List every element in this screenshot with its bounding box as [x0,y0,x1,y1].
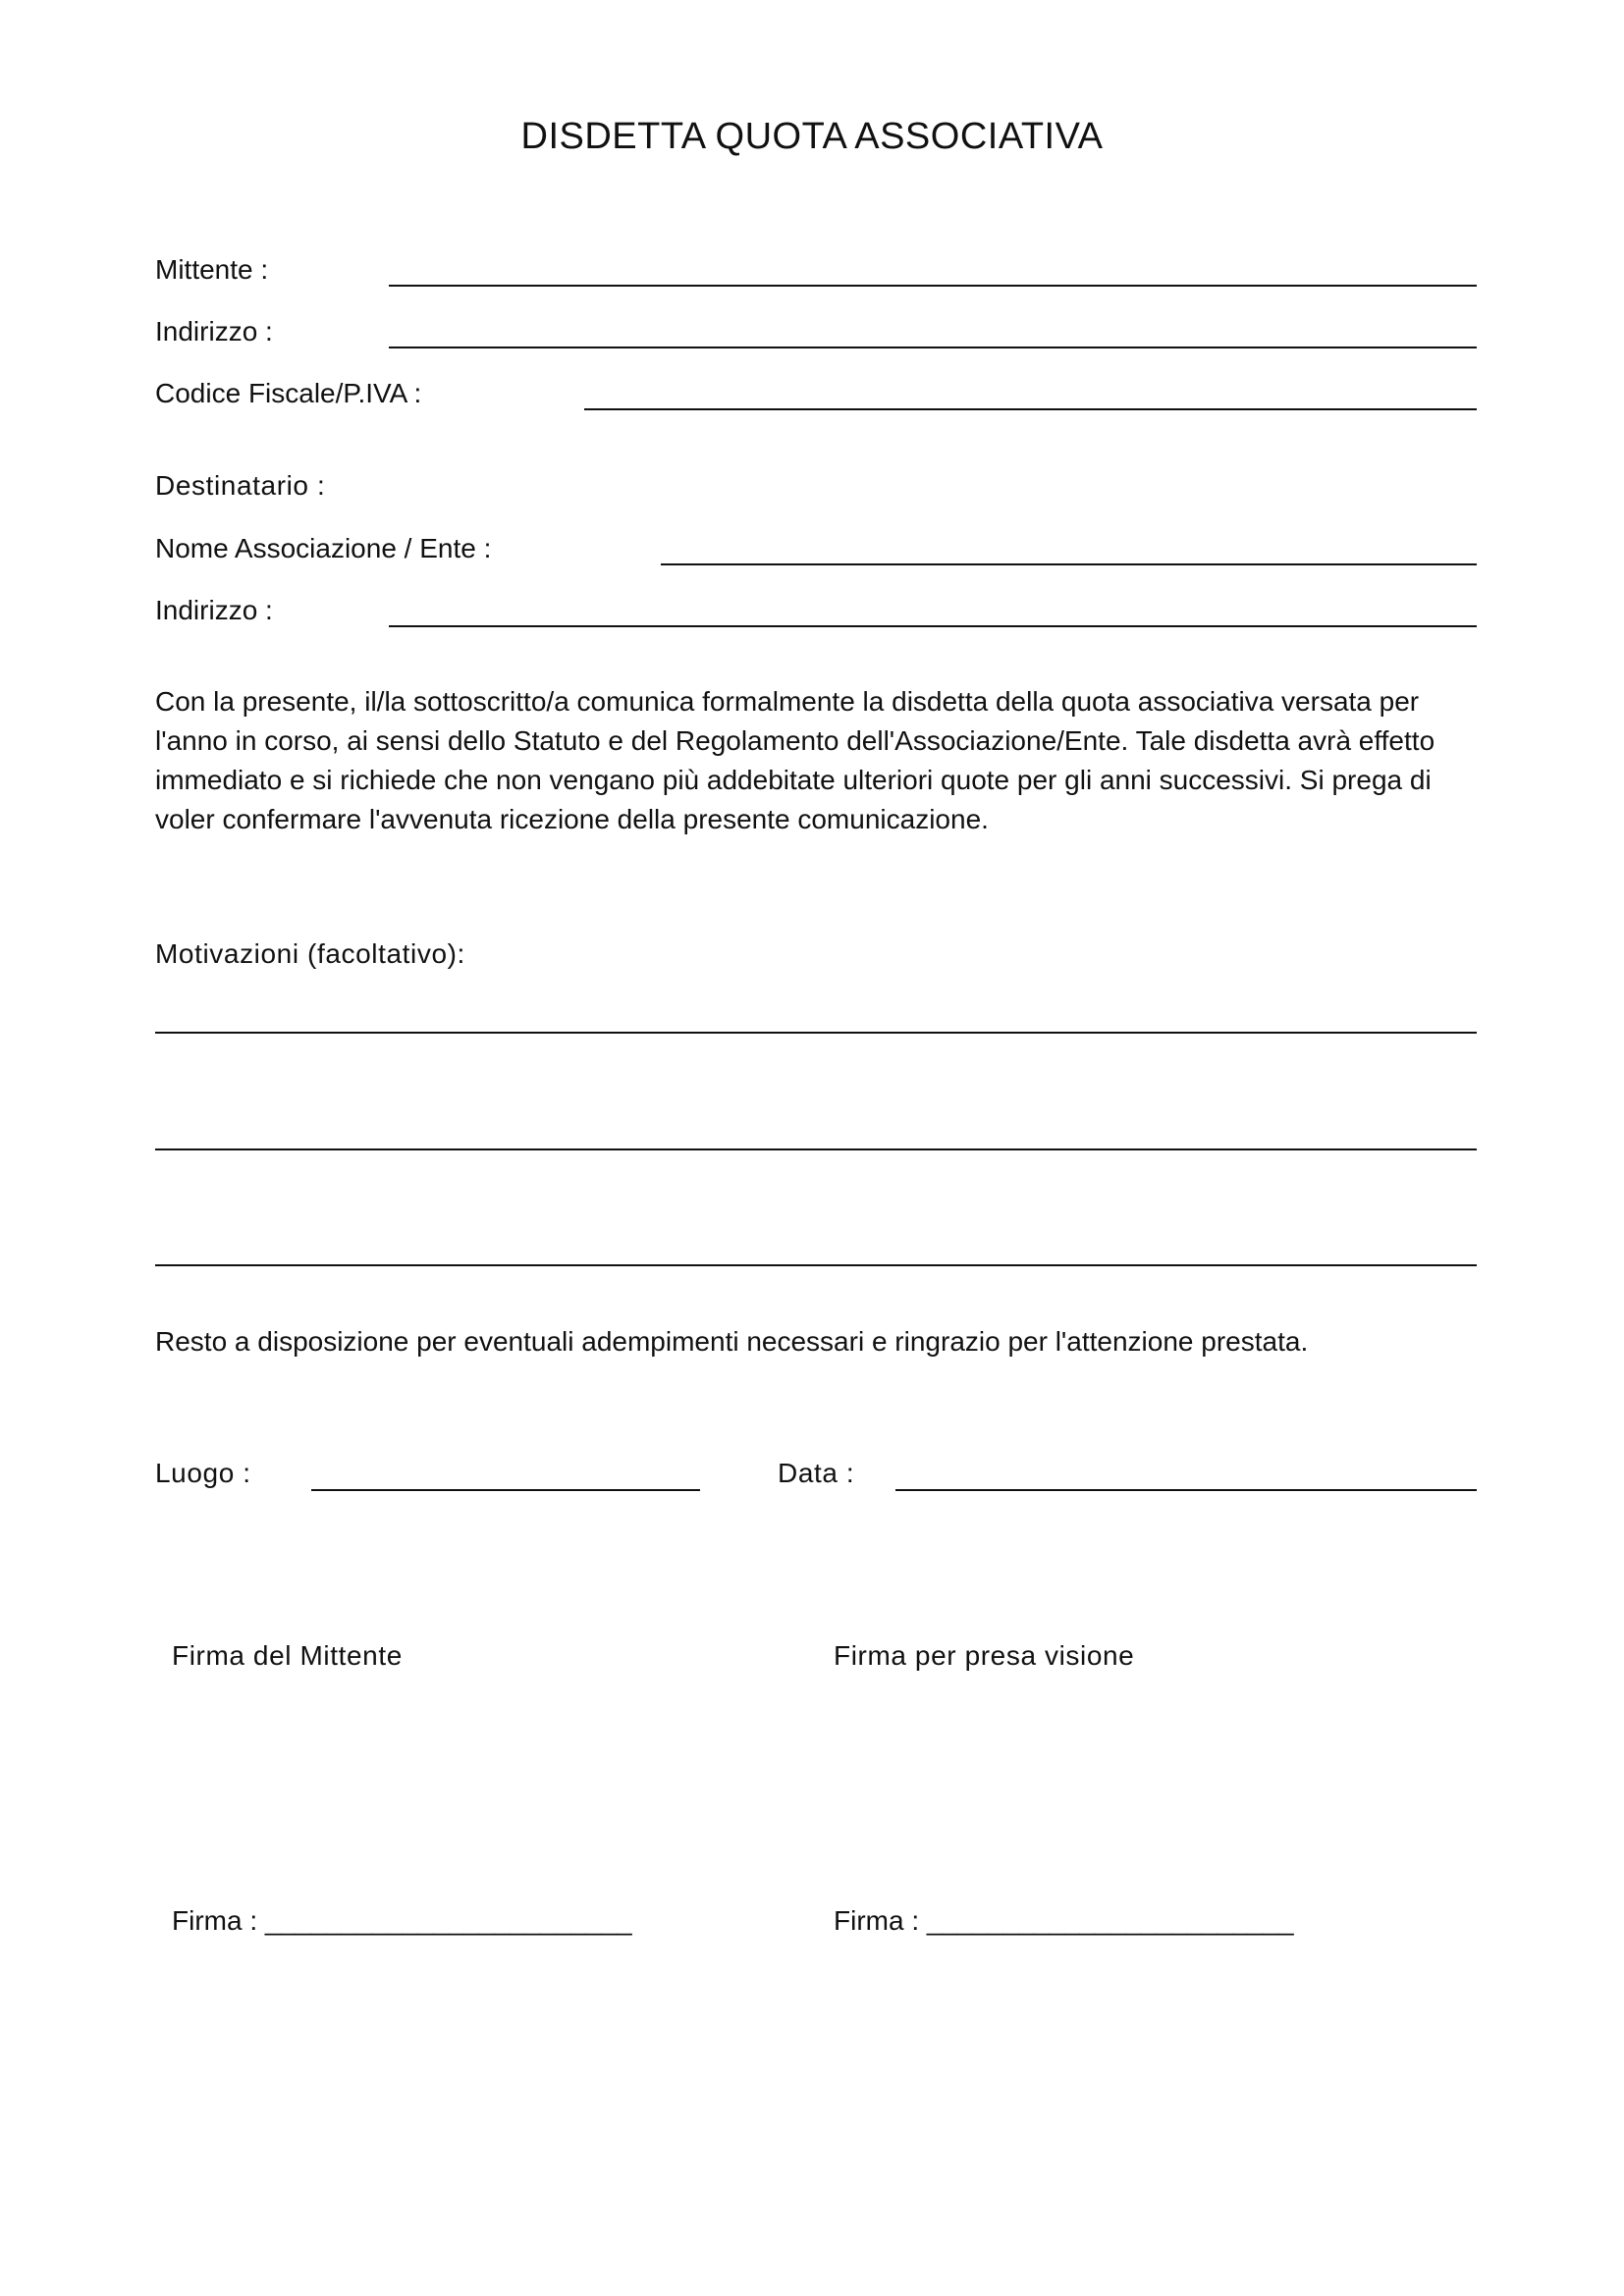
indirizzo-destinatario-field[interactable] [389,625,1477,627]
firma-presa-visione-line[interactable]: Firma : ________________________ [834,1905,1294,1936]
indirizzo-mittente-field[interactable] [389,347,1477,348]
body-text: Con la presente, il/la sottoscritto/a comunica formalmente la disdetta della quota associativa versata per l'anno in corso, ai sensi dello Statuto e del Regolamento dell'Associazione/Ente. Tale disdetta avrà effetto immediato e si richiede che non vengano più addebitate ulteriori quote per gli anni successivi. Si prega di voler confermare l'avvenuta ricezione della presente comunicazione. [155,686,1435,834]
firma-mittente-title: Firma del Mittente [172,1640,403,1671]
motivazioni-label: Motivazioni (facoltativo): [155,938,465,969]
luogo-field[interactable] [311,1489,700,1491]
motivazioni-line-1[interactable] [155,1032,1477,1034]
data-field[interactable] [895,1489,1477,1491]
mittente-field[interactable] [389,285,1477,287]
firma-mittente-line[interactable]: Firma : ________________________ [172,1905,632,1936]
closing-text: Resto a disposizione per eventuali adempimenti necessari e ringrazio per l'attenzione prestata. [155,1326,1309,1357]
destinatario-label: Destinatario : [155,470,326,501]
firma-presa-visione-title: Firma per presa visione [834,1640,1135,1671]
nome-associazione-field[interactable] [661,563,1477,565]
indirizzo-mittente-label: Indirizzo : [155,316,273,347]
codice-fiscale-label: Codice Fiscale/P.IVA : [155,378,422,408]
codice-fiscale-field[interactable] [584,408,1477,410]
mittente-label: Mittente : [155,254,269,285]
data-label: Data : [778,1458,855,1488]
nome-associazione-label: Nome Associazione / Ente : [155,533,492,563]
motivazioni-line-3[interactable] [155,1264,1477,1266]
document-title: DISDETTA QUOTA ASSOCIATIVA [520,116,1104,157]
motivazioni-line-2[interactable] [155,1148,1477,1150]
luogo-label: Luogo : [155,1458,251,1488]
body-paragraph [155,682,1471,839]
indirizzo-destinatario-label: Indirizzo : [155,595,273,625]
